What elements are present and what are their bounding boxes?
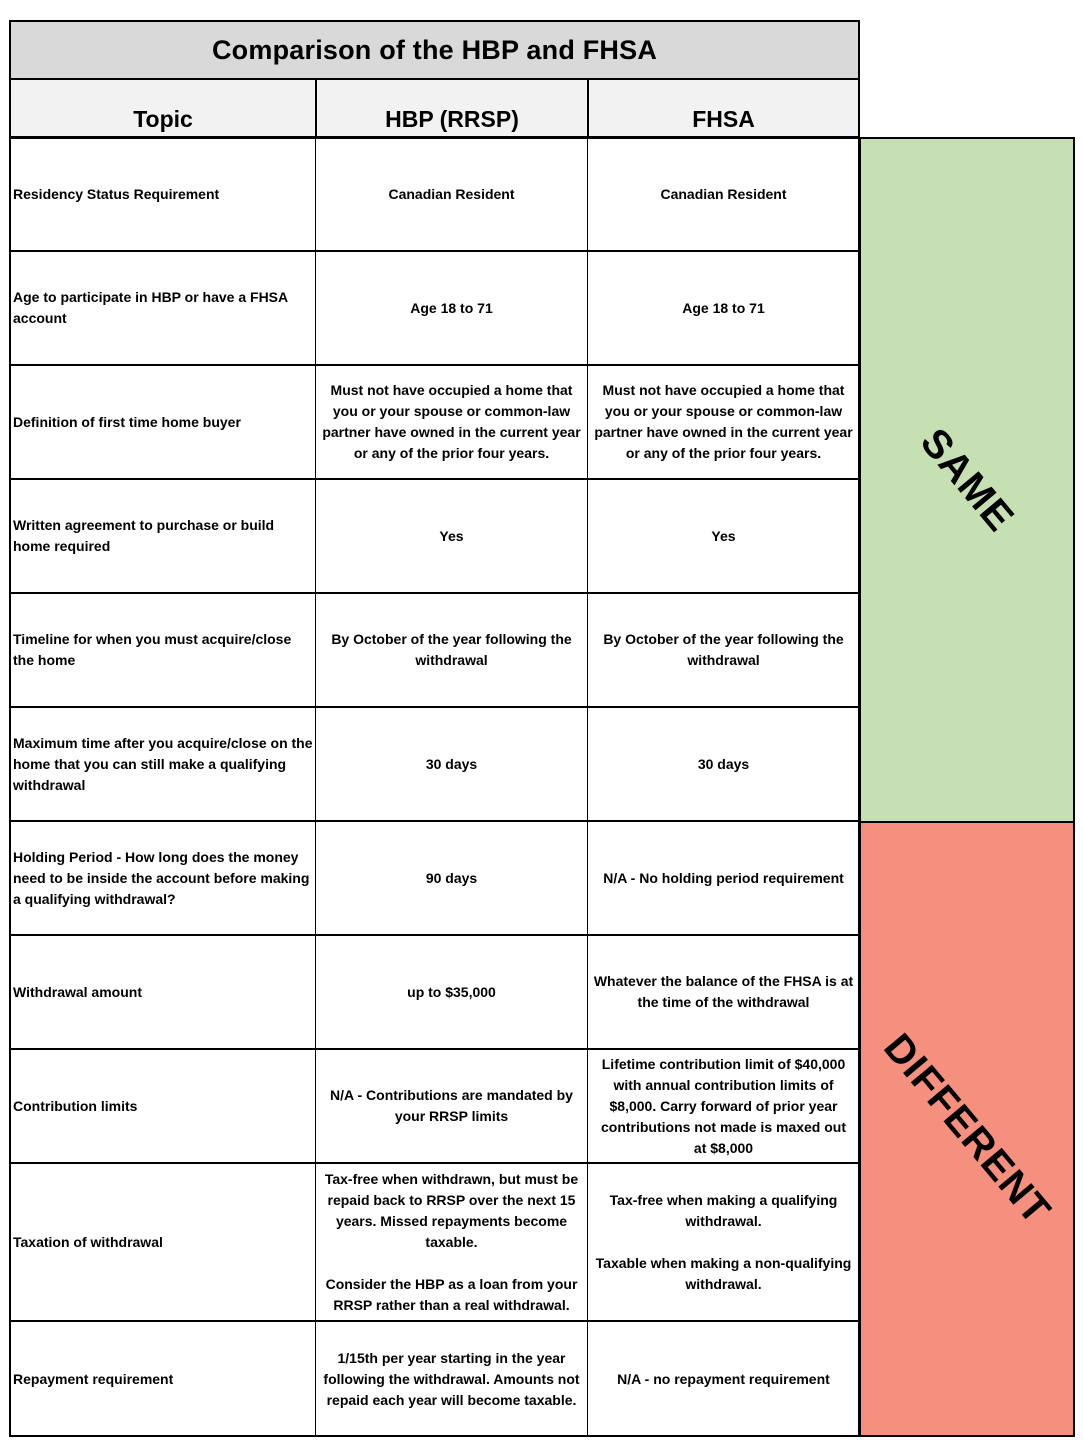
fhsa-cell	[587, 1163, 860, 1321]
fhsa-cell-text: N/A - No holding period requirement	[603, 869, 844, 886]
hbp-cell-text: up to $35,000	[407, 983, 496, 1000]
hbp-cell-text: 90 days	[425, 869, 478, 886]
same-band	[859, 137, 1075, 823]
topic-cell-text: Residency Status Requirement	[13, 185, 220, 202]
header-fhsa: FHSA	[587, 78, 860, 138]
fhsa-cell	[587, 251, 860, 365]
topic-cell	[9, 593, 316, 707]
fhsa-cell-text: Tax-free when making a qualifying withdrawal. Taxable when making a non-qualifying withdrawal.	[595, 1191, 852, 1292]
hbp-cell-text: Age 18 to 71	[410, 299, 493, 316]
hbp-cell	[315, 1049, 588, 1163]
hbp-cell-text: By October of the year following the withdrawal	[331, 631, 572, 668]
topic-cell-text: Definition of first time home buyer	[13, 413, 241, 430]
fhsa-cell	[587, 1321, 860, 1437]
topic-cell	[9, 1321, 316, 1437]
topic-cell-text: Taxation of withdrawal	[13, 1233, 163, 1250]
fhsa-cell	[587, 137, 860, 251]
fhsa-cell	[587, 707, 860, 821]
hbp-cell-text: N/A - Contributions are mandated by your RRSP limits	[330, 1087, 573, 1124]
topic-cell-text: Contribution limits	[13, 1097, 138, 1114]
fhsa-cell-text: Yes	[711, 527, 736, 544]
fhsa-cell-text: Whatever the balance of the FHSA is at the time of the withdrawal	[593, 973, 854, 1010]
topic-cell	[9, 1163, 316, 1321]
topic-cell	[9, 251, 316, 365]
fhsa-cell-text: 30 days	[697, 755, 750, 772]
hbp-cell	[315, 479, 588, 593]
topic-cell-text: Repayment requirement	[13, 1370, 174, 1387]
topic-cell-text: Timeline for when you must acquire/close the home	[13, 631, 292, 668]
hbp-cell	[315, 707, 588, 821]
fhsa-cell-text: Must not have occupied a home that you or your spouse or common-law partner have owned in the current year or any of the prior four years.	[594, 382, 853, 461]
hbp-cell-text: Yes	[439, 527, 464, 544]
hbp-cell	[315, 1163, 588, 1321]
fhsa-cell	[587, 1049, 860, 1163]
hbp-cell	[315, 593, 588, 707]
fhsa-cell-text: N/A - no repayment requirement	[617, 1370, 830, 1387]
same-label: SAME	[912, 419, 1023, 540]
header-topic: Topic	[9, 78, 317, 138]
table-title: Comparison of the HBP and FHSA	[9, 20, 860, 80]
topic-cell	[9, 137, 316, 251]
hbp-cell-text: Tax-free when withdrawn, but must be repaid back to RRSP over the next 15 years. Missed repayments become taxable. Consider the HBP as a loan from your RRSP rather than a real withdrawal.	[324, 1170, 579, 1313]
topic-cell	[9, 479, 316, 593]
topic-cell	[9, 821, 316, 935]
hbp-cell-text: 30 days	[425, 755, 478, 772]
topic-cell	[9, 935, 316, 1049]
hbp-cell	[315, 137, 588, 251]
hbp-cell	[315, 365, 588, 479]
topic-cell	[9, 1049, 316, 1163]
topic-cell	[9, 707, 316, 821]
hbp-cell	[315, 935, 588, 1049]
hbp-cell	[315, 821, 588, 935]
hbp-cell	[315, 1321, 588, 1437]
topic-cell-text: Withdrawal amount	[13, 983, 142, 1000]
header-hbp: HBP (RRSP)	[315, 78, 589, 138]
different-band	[859, 821, 1075, 1437]
topic-cell	[9, 365, 316, 479]
fhsa-cell-text: Lifetime contribution limit of $40,000 with annual contribution limits of $8,000. Carry forward of prior year contributions not made is maxed out at $8,000	[600, 1055, 847, 1156]
hbp-cell-text: 1/15th per year starting in the year following the withdrawal. Amounts not repaid each year will become taxable.	[323, 1349, 580, 1408]
different-label: DIFFERENT	[875, 1025, 1060, 1233]
topic-cell-text: Written agreement to purchase or build home required	[13, 517, 275, 554]
topic-cell-text: Holding Period - How long does the money need to be inside the account before making a qualifying withdrawal?	[13, 848, 310, 907]
fhsa-cell	[587, 935, 860, 1049]
fhsa-cell	[587, 365, 860, 479]
hbp-cell-text: Must not have occupied a home that you or your spouse or common-law partner have owned in the current year or any of the prior four years.	[322, 382, 581, 461]
fhsa-cell	[587, 479, 860, 593]
hbp-cell	[315, 251, 588, 365]
hbp-cell-text: Canadian Resident	[388, 185, 515, 202]
topic-cell-text: Maximum time after you acquire/close on the home that you can still make a qualifying withdrawal	[13, 734, 313, 793]
fhsa-cell-text: Age 18 to 71	[682, 299, 765, 316]
fhsa-cell-text: Canadian Resident	[660, 185, 787, 202]
fhsa-cell	[587, 821, 860, 935]
fhsa-cell	[587, 593, 860, 707]
topic-cell-text: Age to participate in HBP or have a FHSA account	[13, 289, 288, 326]
fhsa-cell-text: By October of the year following the withdrawal	[603, 631, 844, 668]
